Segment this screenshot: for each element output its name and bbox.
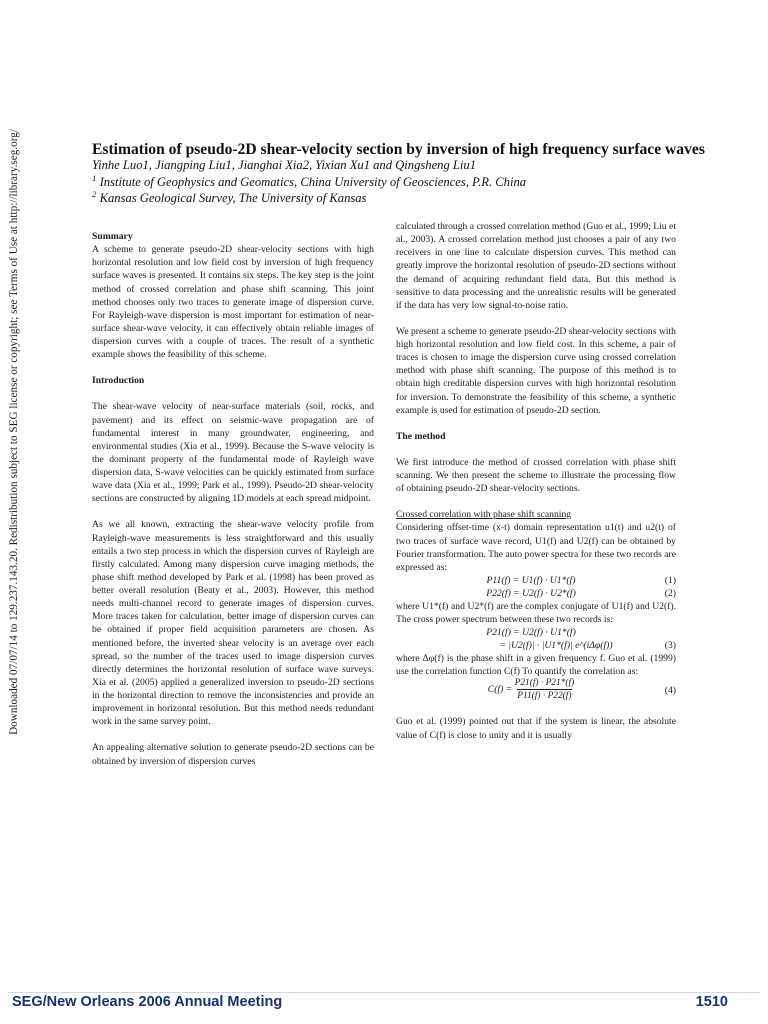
page-number: 1510	[695, 994, 728, 1010]
author-names: Yinhe Luo1, Jiangping Liu1, Jianghai Xia2, Yixian Xu1 and Qingsheng Liu1	[92, 158, 476, 172]
method-paragraph-2: Considering offset-time (x-t) domain representation u1(t) and u2(t) of two traces of surface wave record, U1(f) and U2(f) can be obtained by Fourier transformation. The auto power spectra for these two records are expressed as:	[396, 522, 676, 573]
right-column	[396, 220, 676, 742]
meeting-name: SEG/New Orleans 2006 Annual Meeting	[12, 994, 283, 1010]
intro-paragraph-1: The shear-wave velocity of near-surface materials (soil, rocks, and pavement) and its effect on seismic-wave propagation are of fundamental interest in many groundwater, engineering, and environmental studies (Xia et al., 1999). Because the S-wave velocity is the dominant property of the fundamental mode of Rayleigh wave dispersion data, S-wave velocities can be quickly estimated from surface wave data (Xia et al., 1999; Park et al., 1999). Pseudo-2D shear-velocity sections are constructed by aligning 1D models at each spread midpoint.	[92, 401, 374, 505]
author-block	[92, 157, 526, 207]
equation-4-fraction: $\frac{P21(f) \cdot P21*(f)}{P11(f) \cdot P22(f)}$	[514, 678, 575, 702]
method-heading: The method	[396, 430, 446, 442]
summary-heading: Summary	[92, 231, 133, 242]
equation-3a: P21(f) = U2(f) · U1*(f)	[486, 627, 576, 639]
left-column	[92, 230, 374, 768]
footer-divider	[8, 992, 760, 993]
intro-paragraph-2: As we all known, extracting the shear-wave velocity profile from Rayleigh-wave measurements is less straightforward and this usually entails a two step process in which the dispersion curves of Rayleigh are firstly calculated. Among many dispersion curve imaging methods, the phase shift method developed by Park et al. (1998) has been proved as better overall resolution (Beaty et al., 2003). However, this method needs multi-channel record to generate images of dispersion curves. More traces taken for calculation, better image of dispersion curves can be obtained if proper field acquisition parameters are chosen. As mentioned before, the inverted shear velocity is an average over each spread, so the number of the traces used to image dispersion curves directly determines the horizontal resolution of surface wave surveys. Xia et al. (2005) applied a generalized inversion to pseudo-2D sections in the horizontal direction to remove the inconsistencies and provide an improvement in horizontal resolution. But this method needs redundant work in the same survey point.	[92, 519, 374, 728]
equation-1: P11(f) = U1(f) · U1*(f) (1)	[486, 574, 676, 586]
equation-2: P22(f) = U2(f) · U2*(f) (2)	[486, 587, 676, 599]
equation-3b: = |U2(f)| · |U1*(f)| e^(iΔφ(f)) (3)	[499, 640, 676, 652]
intro-paragraph-3: An appealing alternative solution to generate pseudo-2D sections can be obtained by inversion of dispersion curves	[92, 742, 374, 767]
paper-title: Estimation of pseudo-2D shear-velocity section by inversion of high frequency surface waves	[92, 141, 705, 158]
method-paragraph-4: where Δφ(f) is the phase shift in a given frequency f. Guo et al. (1999) use the correlation function C(f) To quantify the correlation as:	[396, 653, 676, 678]
method-paragraph-5: Guo et al. (1999) pointed out that if the system is linear, the absolute value of C(f) is close to unity and it is usually	[396, 716, 676, 741]
equation-4: C(f) = $\frac{P21(f) \cdot P21*(f)}{P11(f) \cdot P22(f)}$ (4)	[487, 678, 676, 702]
download-notice: Downloaded 07/07/14 to 129.237.143.20. Redistribution subject to SEG license or copyright; see Terms of Use at http://library.seg.org/	[8, 129, 20, 735]
affiliation-1: $^1$ Institute of Geophysics and Geomatics, China University of Geosciences, P.R. China	[92, 172, 527, 189]
affiliation-2: $^2$ Kansas Geological Survey, The University of Kansas	[92, 188, 367, 205]
method-paragraph-3: where U1*(f) and U2*(f) are the complex conjugate of U1(f) and U2(f). The cross power spectrum between these two records is:	[396, 600, 676, 625]
introduction-heading: Introduction	[92, 375, 145, 387]
subsection-heading: Crossed correlation with phase shift scanning	[396, 509, 572, 521]
method-paragraph-1: We first introduce the method of crossed correlation with phase shift scanning. We then present the scheme to illustrate the processing flow of obtaining pseudo-2D shear-velocity sections.	[396, 456, 676, 495]
summary-paragraph: A scheme to generate pseudo-2D shear-velocity sections with high horizontal resolution and low field cost by inversion of high frequency surface waves is presented. It contains six steps. The key step is the joint method of crossed correlation and phase shift scanning. This joint method chooses only two traces to generate image of dispersion curve. For Rayleigh-wave dispersion is most important for estimation of near-surface shear-wave velocity, it can effectively obtain reliable images of dispersion curves with a couple of traces. The result of a synthetic example shows the feasibility of this scheme.	[92, 244, 374, 361]
right-paragraph-2: We present a scheme to generate pseudo-2D shear-velocity sections with high horizontal resolution and low field cost. In this scheme, a pair of traces is chosen to image the dispersion curve using crossed correlation method with phase shift scanning. The purpose of this method is to obtain high creditable dispersion curves with high horizontal resolution for inversion. To demonstrate the feasibility of this scheme, a synthetic example is used for estimation of pseudo-2D section.	[396, 325, 676, 416]
right-paragraph-1: calculated through a crossed correlation method (Guo et al., 1999; Liu et al., 2003). A crossed correlation method just chooses a pair of any two receivers in one line to calculate dispersion curves. This method can greatly improve the horizontal resolution of pseudo-2D sections without the demand of acquiring redundant field data. But this method is sensitive to data processing and the unrealistic results will be generated if the data has very low signal-to-noise ratio.	[396, 221, 676, 311]
